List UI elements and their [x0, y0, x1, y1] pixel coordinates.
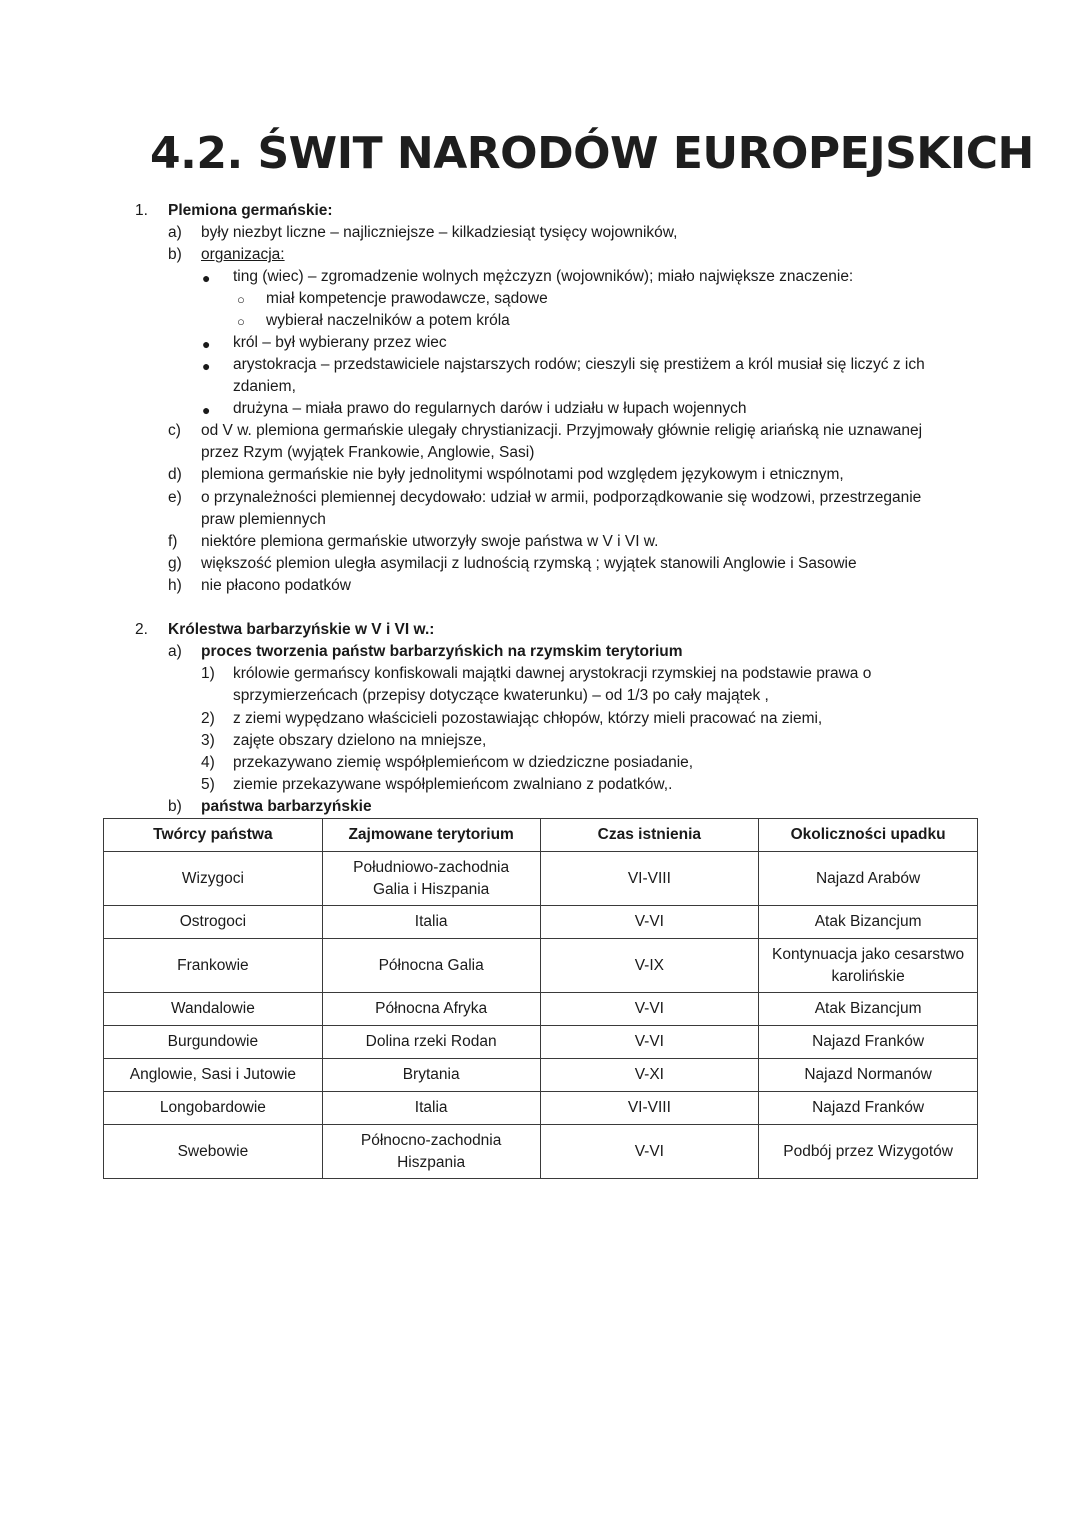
- list-marker: c): [168, 422, 181, 439]
- column-header: Zajmowane terytorium: [322, 819, 540, 852]
- list-marker: a): [168, 643, 182, 660]
- states-table: [103, 818, 978, 1179]
- table-cell: Wandalowie: [104, 993, 323, 1026]
- list-marker: a): [168, 224, 182, 241]
- column-header: Twórcy państwa: [104, 819, 323, 852]
- table-cell: Północna Galia: [322, 939, 540, 993]
- section-heading: Królestwa barbarzyńskie w V i VI w.:: [168, 621, 435, 638]
- table-cell: Swebowie: [104, 1125, 323, 1179]
- table-row: [104, 939, 978, 993]
- cell-line: Hiszpania: [397, 1153, 466, 1171]
- table-cell: Północna Afryka: [322, 993, 540, 1026]
- table-cell: Italia: [322, 1092, 540, 1125]
- table-cell: Anglowie, Sasi i Jutowie: [104, 1059, 323, 1092]
- table-row: [104, 993, 978, 1026]
- table-header-row: [104, 819, 978, 852]
- list-item: nie płacono podatków: [201, 577, 351, 594]
- list-item: drużyna – miała prawo do regularnych darów i udziału w łupach wojennych: [233, 400, 747, 417]
- table-cell: Brytania: [322, 1059, 540, 1092]
- cell-line: Kontynuacja jako cesarstwo: [772, 945, 965, 963]
- list-marker: f): [168, 533, 178, 550]
- bullet-icon: ●: [202, 402, 211, 418]
- table-cell: VI-VIII: [540, 1092, 759, 1125]
- list-item: o przynależności plemiennej decydowało: udział w armii, podporządkowanie się wodzowi, przestrzeganie: [201, 489, 922, 506]
- table-cell: Ostrogoci: [104, 906, 323, 939]
- list-marker: e): [168, 489, 182, 506]
- list-item: królowie germańscy konfiskowali majątki dawnej arystokracji rzymskiej na podstawie prawa o: [233, 665, 872, 682]
- list-item: przez Rzym (wyjątek Frankowie, Anglowie, Sasi): [201, 444, 535, 461]
- list-item: praw plemiennych: [201, 511, 326, 528]
- table-cell: Longobardowie: [104, 1092, 323, 1125]
- table-cell: V-IX: [540, 939, 759, 993]
- list-item: były niezbyt liczne – najliczniejsze – kilkadziesiąt tysięcy wojowników,: [201, 224, 678, 241]
- cell-line: karolińskie: [831, 967, 905, 985]
- circle-bullet-icon: ○: [237, 314, 245, 329]
- table-row: [104, 1092, 978, 1125]
- column-header: Czas istnienia: [540, 819, 759, 852]
- list-item: ting (wiec) – zgromadzenie wolnych mężczyzn (wojowników); miało największe znaczenie:: [233, 268, 854, 285]
- table-cell: V-VI: [540, 906, 759, 939]
- table-cell: [759, 939, 978, 993]
- list-item: plemiona germańskie nie były jednolitymi wspólnotami pod względem językowym i etnicznym,: [201, 466, 844, 483]
- column-header: Okoliczności upadku: [759, 819, 978, 852]
- table-cell: [322, 852, 540, 906]
- section-number: 2.: [135, 621, 148, 638]
- list-item: wybierał naczelników a potem króla: [266, 312, 510, 329]
- list-item: zajęte obszary dzielono na mniejsze,: [233, 732, 487, 749]
- section-heading: Plemiona germańskie:: [168, 202, 333, 219]
- table-cell: Italia: [322, 906, 540, 939]
- table-cell: Burgundowie: [104, 1026, 323, 1059]
- cell-line: Północno-zachodnia: [360, 1131, 502, 1149]
- list-item: miał kompetencje prawodawcze, sądowe: [266, 290, 548, 307]
- list-item: z ziemi wypędzano właścicieli pozostawiając chłopów, którzy mieli pracować na ziemi,: [233, 710, 823, 727]
- table-cell: Atak Bizancjum: [759, 906, 978, 939]
- list-item: państwa barbarzyńskie: [201, 798, 372, 815]
- table-row: [104, 1059, 978, 1092]
- page-title: 4.2. ŚWIT NARODÓW EUROPEJSKICH: [150, 128, 1034, 179]
- circle-bullet-icon: ○: [237, 292, 245, 307]
- table-cell: V-VI: [540, 1026, 759, 1059]
- list-item: sprzymierzeńcach (przepisy dotyczące kwaterunku) – od 1/3 po cały majątek ,: [233, 687, 769, 704]
- table-cell: Frankowie: [104, 939, 323, 993]
- table-cell: V-VI: [540, 993, 759, 1026]
- table-cell: Podbój przez Wizygotów: [759, 1125, 978, 1179]
- table-cell: [322, 1125, 540, 1179]
- table-cell: Dolina rzeki Rodan: [322, 1026, 540, 1059]
- table-cell: V-XI: [540, 1059, 759, 1092]
- bullet-icon: ●: [202, 336, 211, 352]
- list-item: od V w. plemiona germańskie ulegały chrystianizacji. Przyjmowały głównie religię ariańską nie uznawanej: [201, 422, 923, 439]
- cell-line: Galia i Hiszpania: [372, 880, 490, 898]
- list-marker: 2): [201, 710, 215, 727]
- table-cell: Najazd Arabów: [759, 852, 978, 906]
- list-item: niektóre plemiona germańskie utworzyły swoje państwa w V i VI w.: [201, 533, 659, 550]
- table-row: [104, 1125, 978, 1179]
- list-item: zdaniem,: [233, 378, 296, 395]
- table-cell: Atak Bizancjum: [759, 993, 978, 1026]
- table-cell: Wizygoci: [104, 852, 323, 906]
- bullet-icon: ●: [202, 270, 211, 286]
- table-cell: VI-VIII: [540, 852, 759, 906]
- list-item: arystokracja – przedstawiciele najstarszych rodów; cieszyli się prestiżem a król musiał się liczyć z ich: [233, 356, 925, 373]
- table-row: [104, 852, 978, 906]
- list-item: większość plemion uległa asymilacji z ludnością rzymską ; wyjątek stanowili Anglowie i Sasowie: [201, 555, 857, 572]
- list-marker: g): [168, 555, 182, 572]
- list-marker: d): [168, 466, 182, 483]
- list-item: król – był wybierany przez wiec: [233, 334, 447, 351]
- table-cell: Najazd Franków: [759, 1026, 978, 1059]
- list-marker: b): [168, 246, 182, 263]
- list-item: organizacja:: [201, 246, 285, 263]
- table-row: [104, 1026, 978, 1059]
- list-marker: h): [168, 577, 182, 594]
- table-cell: Najazd Franków: [759, 1092, 978, 1125]
- list-marker: b): [168, 798, 182, 815]
- list-item: proces tworzenia państw barbarzyńskich na rzymskim terytorium: [201, 643, 683, 660]
- list-marker: 3): [201, 732, 215, 749]
- list-marker: 5): [201, 776, 215, 793]
- table-cell: V-VI: [540, 1125, 759, 1179]
- cell-line: Południowo-zachodnia: [353, 858, 510, 876]
- bullet-icon: ●: [202, 358, 211, 374]
- table-row: [104, 906, 978, 939]
- list-marker: 4): [201, 754, 215, 771]
- list-marker: 1): [201, 665, 215, 682]
- section-number: 1.: [135, 202, 148, 219]
- list-item: ziemie przekazywane współplemieńcom zwalniano z podatków,.: [233, 776, 673, 793]
- list-item: przekazywano ziemię współplemieńcom w dziedziczne posiadanie,: [233, 754, 694, 771]
- table-cell: Najazd Normanów: [759, 1059, 978, 1092]
